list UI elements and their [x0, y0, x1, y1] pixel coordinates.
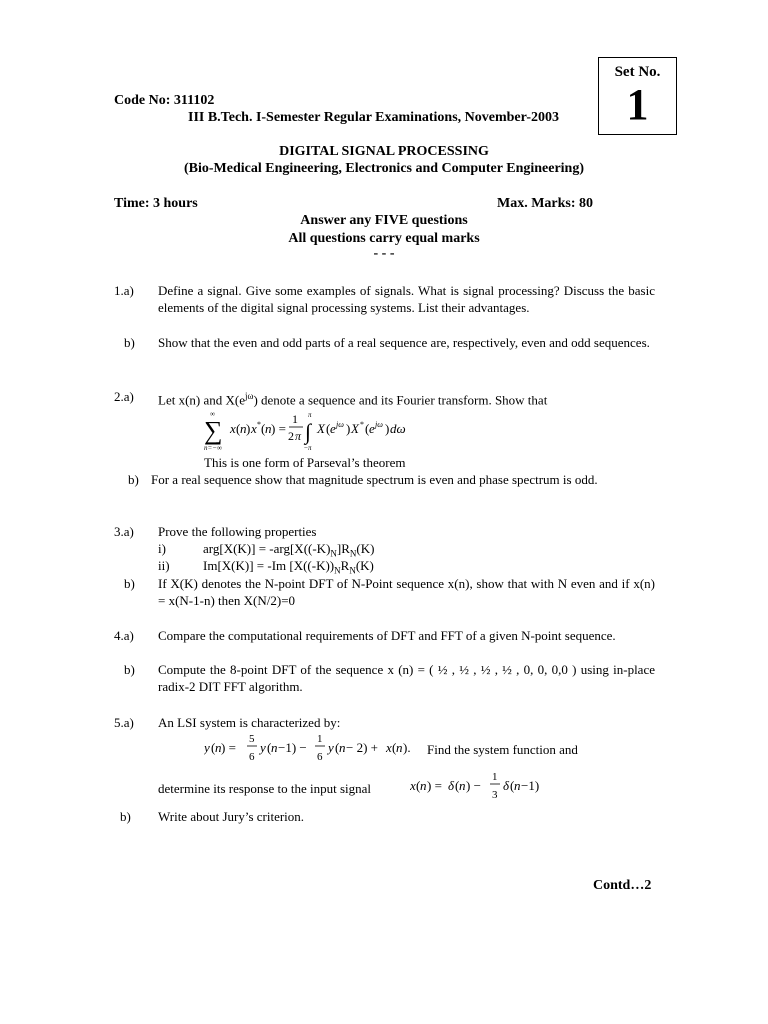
q3b-text: If X(K) denotes the N-point DFT of N-Point sequence x(n), show that with N even and if x(n) = x(N-1-n) then X(N/2)=0	[158, 576, 655, 608]
svg-text:*: *	[257, 420, 261, 429]
svg-text:n=−∞: n=−∞	[204, 444, 222, 452]
q2a-number: 2.a)	[114, 389, 134, 404]
svg-text:): )	[385, 421, 390, 436]
svg-text:(: (	[455, 778, 460, 793]
q1a-number: 1.a)	[114, 283, 134, 298]
svg-text:π: π	[308, 411, 312, 419]
svg-text:x: x	[230, 421, 236, 436]
svg-text:x: x	[251, 421, 257, 436]
q2a-text: Let x(n) and $X(e^{j\omega})$ denote a sequence and its Fourier transform. Show that	[158, 391, 548, 408]
q3a-ii-text: Im[X(K)] = -Im [$X((-K))_NR_N(K)$	[203, 558, 374, 576]
q3a-i-text: $arg[X(K)] = -arg[X((-K)_N]R_N(K)$	[203, 541, 375, 559]
svg-text:x: x	[386, 740, 392, 755]
code-number: Code No: 311102	[114, 93, 215, 108]
svg-text:X: X	[317, 421, 325, 436]
svg-text:(: (	[261, 421, 266, 436]
svg-text:n: n	[514, 778, 521, 793]
svg-text:π: π	[308, 444, 312, 452]
svg-text:y: y	[328, 740, 334, 755]
set-number-box	[598, 57, 677, 135]
input-signal-equation-svg	[410, 767, 560, 803]
q4a-text: Compare the computational requirements of DFT and FFT of a given N-point sequence.	[158, 628, 616, 643]
svg-text:6: 6	[317, 751, 323, 763]
svg-text:δ: δ	[503, 778, 510, 793]
svg-text:jω: jω	[375, 420, 383, 429]
q5b-text: Write about Jury’s criterion.	[158, 809, 305, 824]
svg-text:(: (	[510, 778, 515, 793]
svg-text:−1) −: −1) −	[278, 740, 307, 755]
svg-text:π: π	[295, 429, 302, 443]
instruction-five: Answer any FIVE questions	[300, 213, 468, 228]
svg-text:n: n	[215, 740, 222, 755]
input-signal-equation	[410, 767, 560, 803]
svg-text:).: ).	[403, 740, 411, 755]
svg-text:X: X	[351, 421, 359, 436]
svg-text:e: e	[369, 421, 375, 436]
svg-text:) =: ) =	[221, 740, 236, 755]
q2b-number: b)	[128, 472, 139, 487]
svg-text:(: (	[392, 740, 397, 755]
svg-text:6: 6	[249, 751, 255, 763]
q1b-number: b)	[124, 335, 135, 350]
svg-text:n: n	[396, 740, 403, 755]
svg-text:3: 3	[492, 789, 498, 801]
parseval-equation-svg	[204, 408, 464, 452]
q5a-number: 5.a)	[114, 715, 134, 730]
svg-text:−1): −1)	[521, 778, 540, 793]
svg-text:): )	[246, 421, 251, 436]
difference-equation	[204, 730, 434, 766]
svg-text:(: (	[335, 740, 340, 755]
q3a-number: 3.a)	[114, 524, 134, 539]
q1b-text: Show that the even and odd parts of a real sequence are, respectively, even and odd sequences.	[158, 335, 650, 350]
exam-time: Time: 3 hours	[114, 196, 198, 211]
q4b-number: b)	[124, 662, 135, 677]
svg-text:1: 1	[492, 771, 498, 783]
svg-text:1: 1	[317, 733, 323, 745]
svg-text:−: −	[304, 444, 308, 452]
q3b-number: b)	[124, 576, 135, 591]
svg-text:) =: ) =	[271, 421, 286, 436]
subject-title: DIGITAL SIGNAL PROCESSING	[279, 144, 489, 159]
q5a-mid-text: Find the system function and	[427, 742, 578, 757]
svg-text:∫: ∫	[305, 419, 312, 444]
q3a-i-number: i)	[158, 541, 166, 556]
svg-text:n: n	[339, 740, 346, 755]
max-marks: Max. Marks: 80	[497, 196, 594, 211]
svg-text:(: (	[365, 421, 370, 436]
svg-text:(: (	[267, 740, 272, 755]
svg-text:n: n	[459, 778, 466, 793]
svg-text:*: *	[360, 420, 364, 429]
q1a-text: Define a signal. Give some examples of signals. What is signal processing? Discuss the basic elements of the digital signal processing systems. List their advantages.	[158, 283, 655, 315]
svg-text:2: 2	[288, 429, 294, 443]
q4a-number: 4.a)	[114, 628, 134, 643]
parseval-equation	[204, 408, 464, 452]
svg-text:jω: jω	[336, 420, 344, 429]
instruction-equal: All questions carry equal marks	[288, 231, 480, 246]
branches: (Bio-Medical Engineering, Electronics and Computer Engineering)	[183, 161, 585, 176]
svg-text:δ: δ	[448, 778, 455, 793]
svg-text:1: 1	[292, 412, 298, 426]
separator: - - -	[373, 246, 395, 261]
svg-text:): )	[346, 421, 351, 436]
svg-text:(: (	[211, 740, 216, 755]
q5a-text: An LSI system is characterized by:	[158, 715, 341, 730]
q5b-number: b)	[120, 809, 131, 824]
q5a-response-text: determine its response to the input signal	[158, 781, 372, 796]
svg-text:(: (	[416, 778, 421, 793]
svg-text:n: n	[420, 778, 427, 793]
svg-text:n: n	[271, 740, 278, 755]
svg-text:(: (	[236, 421, 241, 436]
svg-text:− 2) +: − 2) +	[346, 740, 378, 755]
difference-equation-svg	[204, 730, 434, 766]
q2a-note: This is one form of Parseval’s theorem	[204, 455, 406, 470]
svg-text:5: 5	[249, 733, 255, 745]
set-number: 1	[626, 80, 649, 129]
continued-label: Contd…2	[593, 878, 652, 893]
q4b-text: Compute the 8-point DFT of the sequence x (n) = ( ½ , ½ , ½ , ½ , 0, 0, 0,0 ) using in-place radix-2 DIT FFT algorithm.	[158, 662, 655, 694]
svg-text:n: n	[265, 421, 272, 436]
svg-text:) −: ) −	[466, 778, 481, 793]
q2b-text: For a real sequence show that magnitude spectrum is even and phase spectrum is odd.	[151, 472, 598, 487]
set-label: Set No.	[614, 64, 661, 80]
q3a-text: Prove the following properties	[158, 524, 317, 539]
svg-text:dω: dω	[390, 421, 406, 436]
svg-text:(: (	[326, 421, 331, 436]
svg-text:n: n	[240, 421, 247, 436]
svg-text:x: x	[410, 778, 416, 793]
exam-title: III B.Tech. I-Semester Regular Examinations, November-2003	[188, 110, 559, 125]
svg-text:y: y	[260, 740, 266, 755]
svg-text:e: e	[330, 421, 336, 436]
q3a-ii-number: ii)	[158, 558, 170, 573]
svg-text:y: y	[204, 740, 210, 755]
svg-text:∞: ∞	[210, 410, 215, 418]
svg-text:∑: ∑	[204, 416, 223, 445]
svg-text:) =: ) =	[427, 778, 442, 793]
